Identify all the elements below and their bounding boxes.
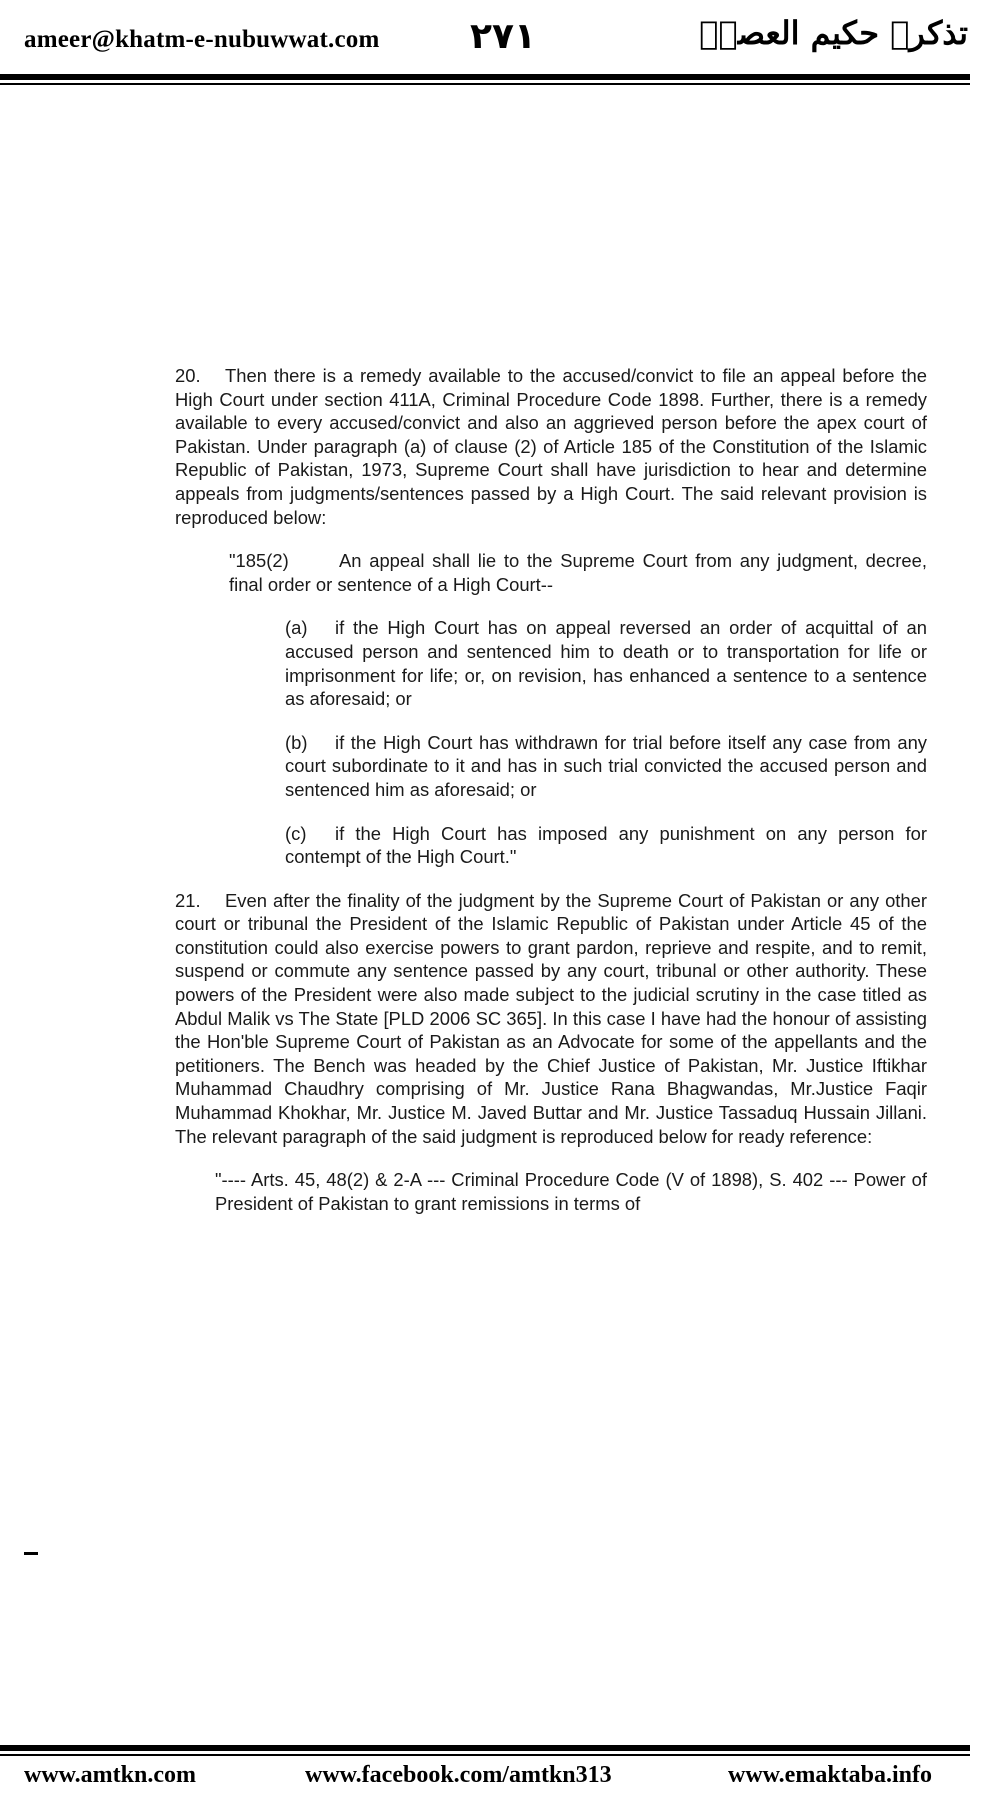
footer-link-emaktaba[interactable]: www.emaktaba.info: [728, 1762, 933, 1788]
clause-c: [285, 822, 927, 869]
paragraph-20: [175, 364, 927, 529]
footer-link-facebook[interactable]: www.facebook.com/amtkn313: [305, 1762, 612, 1788]
paragraph-21: [175, 889, 927, 1149]
quote-text: An appeal shall lie to the Supreme Court from any judgment, decree, final order or sentence of a High Court--: [229, 550, 927, 595]
clause-label: (b): [285, 731, 308, 753]
headnote-quote: "---- Arts. 45, 48(2) & 2-A --- Criminal Procedure Code (V of 1898), S. 402 --- Power of President of Pakistan to grant remissions in terms of: [215, 1169, 927, 1214]
footer-link-amtkn[interactable]: www.amtkn.com: [24, 1762, 196, 1788]
margin-mark: [24, 1552, 38, 1555]
clause-text: if the High Court has on appeal reversed an order of acquittal of an accused person and sentenced him to death or to transportation for life or imprisonment for life; or, on revision, has enhanced a sentence to a sentence as aforesaid; or: [285, 617, 927, 710]
book-title-urdu: تذکرہ حکیم العصرؒ: [699, 14, 968, 52]
paragraph-text: Then there is a remedy available to the accused/convict to file an appeal before the High Court under section 411A, Criminal Procedure Code 1898. Further, there is a remedy available to every accused/convict and also an aggrieved person before the apex court of Pakistan. Under paragraph (a) of clause (2) of Article 185 of the Constitution of the Islamic Republic of Pakistan, 1973, Supreme Court shall have jurisdiction to hear and determine appeals from judgments/sentences passed by a High Court. The said relevant provision is reproduced below:: [175, 365, 927, 528]
quote-article-185: [229, 549, 927, 596]
clause-b: [285, 731, 927, 802]
clause-a: [285, 616, 927, 710]
quote-number: "185(2): [229, 550, 289, 572]
page-number: ۲۷۱: [470, 16, 536, 57]
paragraph-number: 21.: [175, 889, 201, 911]
clause-label: (c): [285, 822, 307, 844]
footer-rule-thin: [0, 1754, 970, 1756]
paragraph-text: Even after the finality of the judgment by the Supreme Court of Pakistan or any other court or tribunal the President of the Islamic Republic of Pakistan under Article 45 of the constitution could also exercise powers to grant pardon, reprieve and respite, and to remit, suspend or commute any sentence passed by any court, tribunal or other authority. These powers of the President were also made subject to the judicial scrutiny in the case titled as Abdul Malik vs The State [PLD 2006 SC 365]. In this case I have had the honour of assisting the Hon'ble Supreme Court of Pakistan as an Advocate for some of the appellants and the petitioners. The Bench was headed by the Chief Justice of Pakistan, Mr. Justice Iftikhar Muhammad Chaudhry comprising of Mr. Justice Rana Bhagwandas, Mr.Justice Faqir Muhammad Khokhar, Mr. Justice M. Javed Buttar and Mr. Justice Tassaduq Hussain Jillani. The relevant paragraph of the said judgment is reproduced below for ready reference:: [175, 889, 927, 1147]
page-footer: [0, 1760, 990, 1815]
header-email: ameer@khatm-e-nubuwwat.com: [24, 26, 380, 53]
paragraph-number: 20.: [175, 365, 201, 386]
clause-text: if the High Court has withdrawn for trial before itself any case from any court subordinate to it and has in such trial convicted the accused person and sentenced him as aforesaid; or: [285, 731, 927, 800]
footer-rule-thick: [0, 1745, 970, 1751]
header-rule-thick: [0, 74, 970, 80]
clause-label: (a): [285, 617, 308, 639]
document-body: [175, 364, 927, 1215]
header-rule-thin: [0, 83, 970, 85]
clause-text: if the High Court has imposed any punishment on any person for contempt of the High Court.": [285, 822, 927, 868]
